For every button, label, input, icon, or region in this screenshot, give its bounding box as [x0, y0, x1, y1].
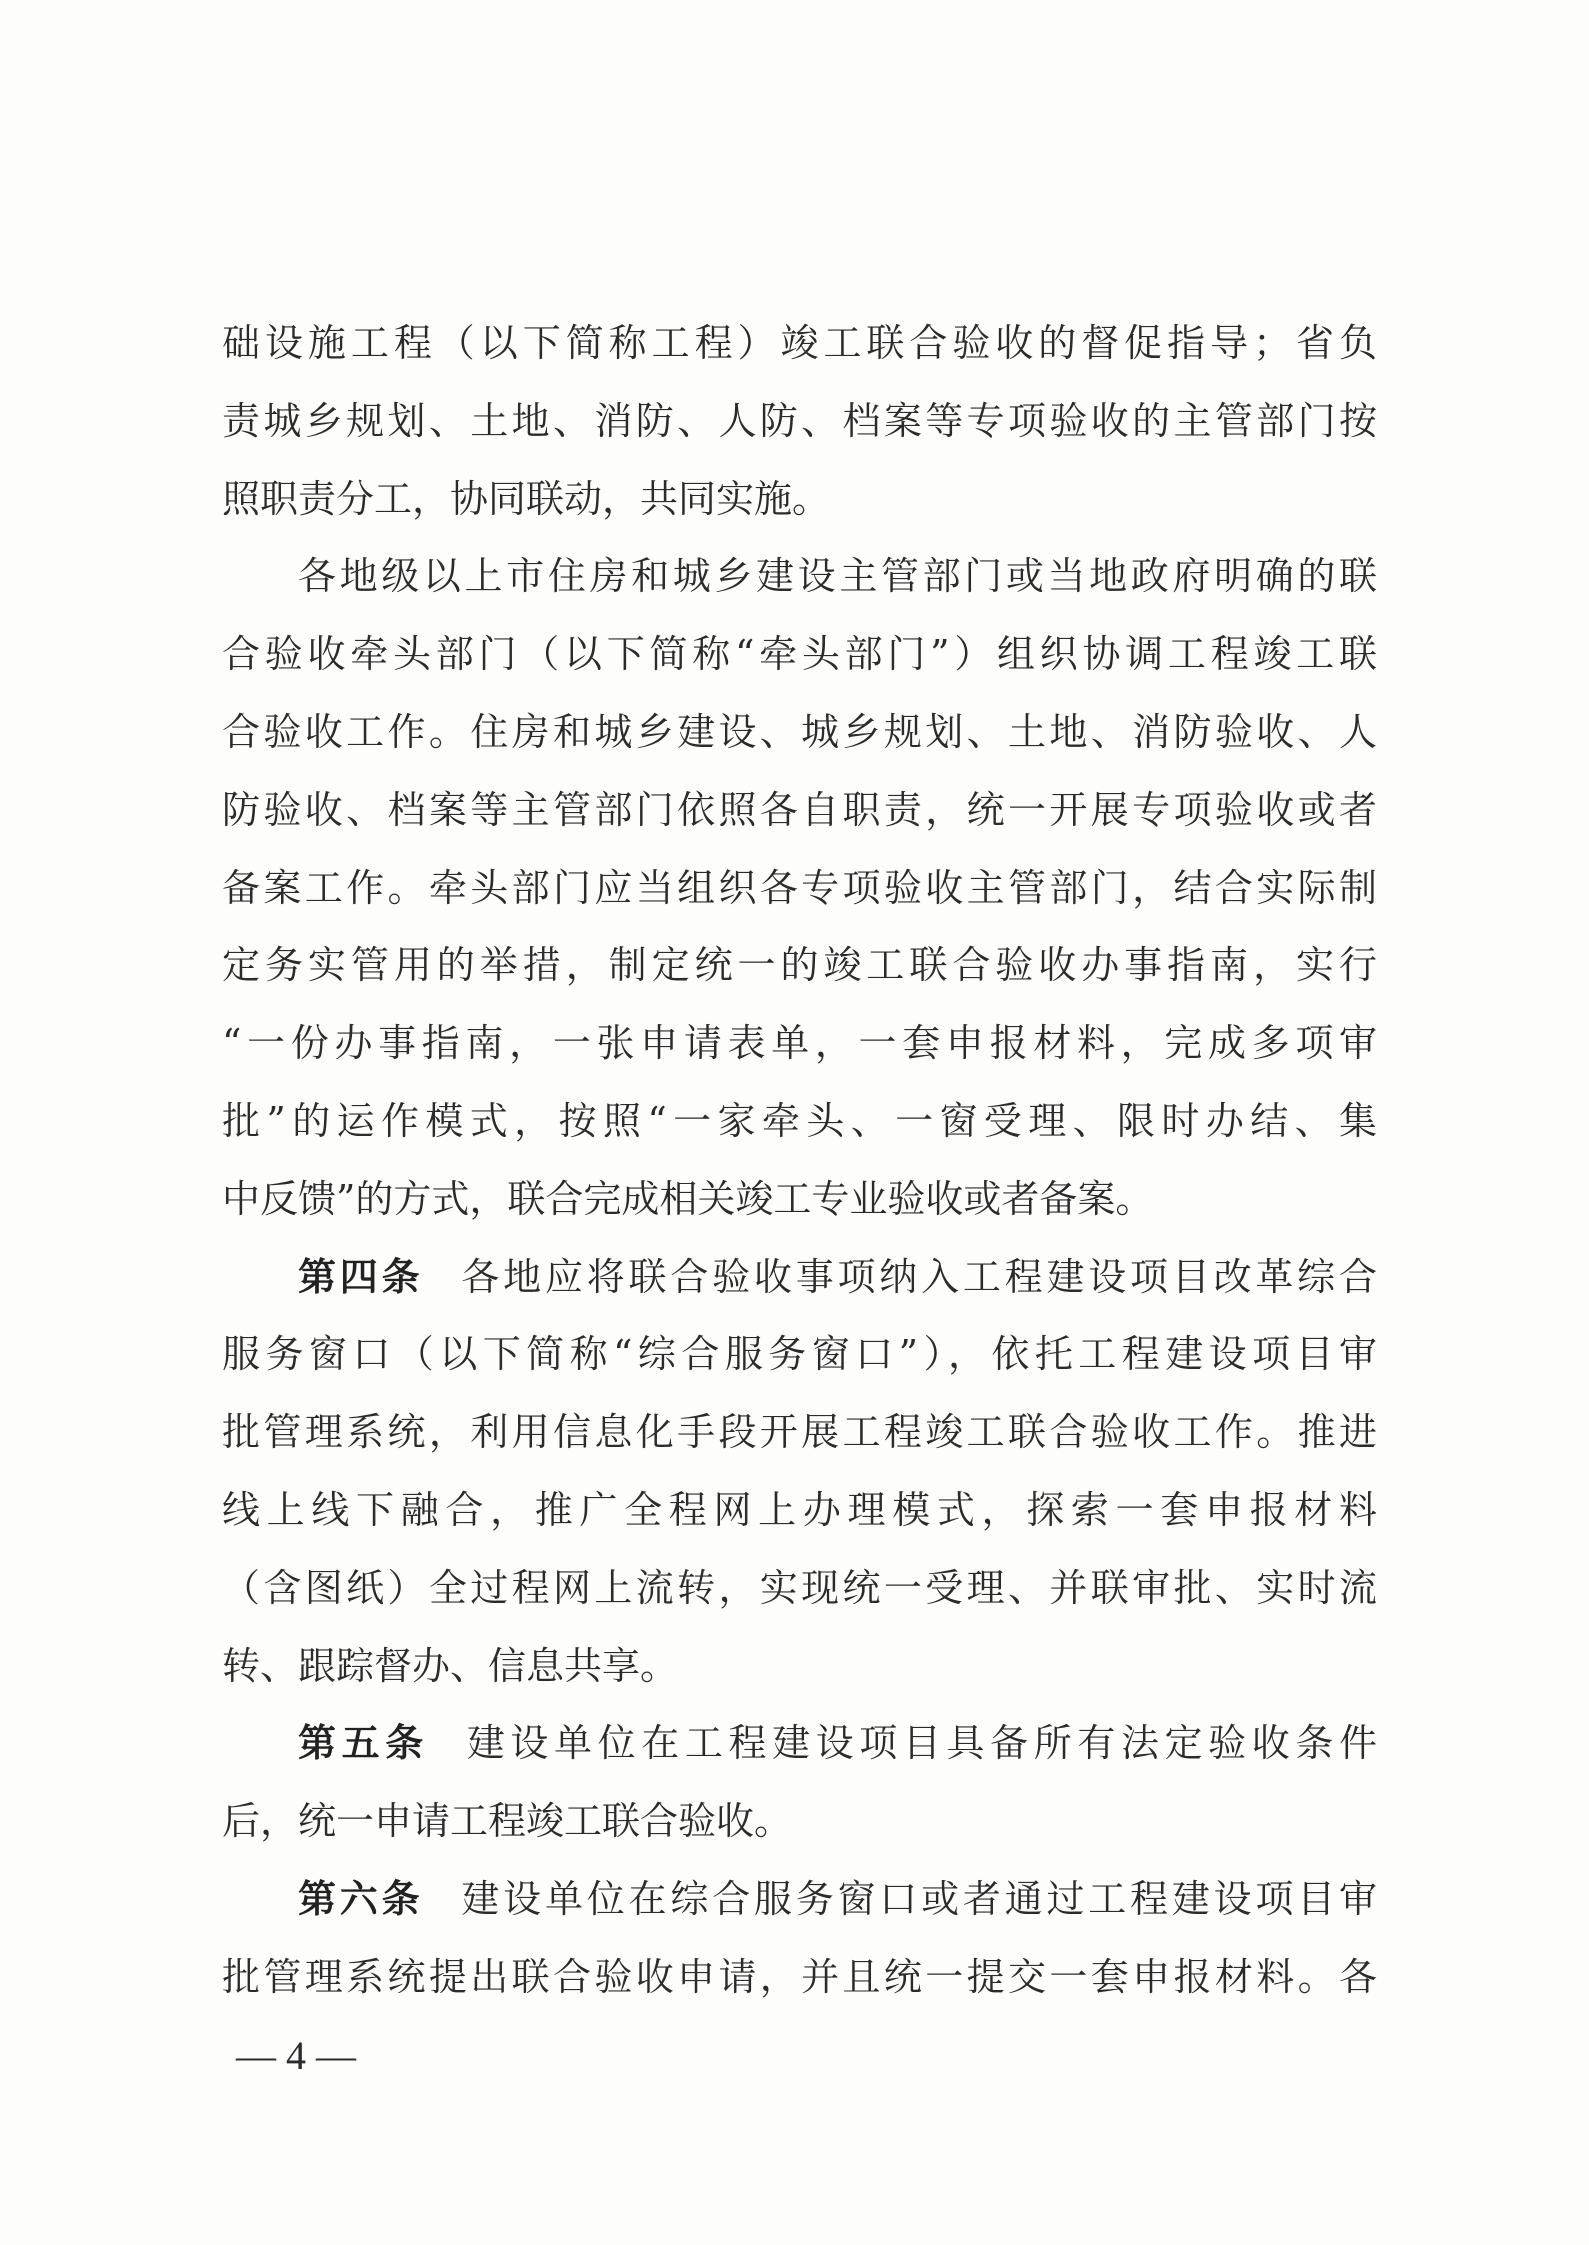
article-6-first-line — [222, 1861, 1377, 1939]
article-text: 各地应将联合验收事项纳入工程建设项目改革综合 — [461, 1254, 1377, 1299]
paragraph-line: 批管理系统，利用信息化手段开展工程竣工联合验收工作。推进 — [222, 1410, 1377, 1455]
page-number: — 4 — — [236, 2033, 356, 2078]
article-heading: 第五条 — [298, 1721, 429, 1766]
paragraph-line: 备案工作。牵头部门应当组织各专项验收主管部门，结合实际制 — [222, 865, 1377, 910]
document-body — [222, 305, 1377, 2017]
paragraph-line: 合验收工作。住房和城乡建设、城乡规划、土地、消防验收、人 — [222, 709, 1377, 754]
article-text: 建设单位在工程建设项目具备所有法定验收条件 — [466, 1721, 1377, 1766]
paragraph-line: 各地级以上市住房和城乡建设主管部门或当地政府明确的联 — [298, 554, 1377, 599]
paragraph-line: 中反馈”的方式，联合完成相关竣工专业验收或者备案。 — [222, 1176, 1154, 1221]
paragraph-line: 服务窗口（以下简称“综合服务窗口”），依托工程建设项目审 — [222, 1332, 1377, 1377]
paragraph-line: 定务实管用的举措，制定统一的竣工联合验收办事指南，实行 — [222, 943, 1377, 988]
paragraph-line: 批管理系统提出联合验收申请，并且统一提交一套申报材料。各 — [222, 1954, 1377, 1999]
paragraph-line: （含图纸）全过程网上流转，实现统一受理、并联审批、实时流 — [222, 1565, 1377, 1610]
article-4-first-line — [222, 1239, 1377, 1317]
paragraph-line: 转、跟踪督办、信息共享。 — [222, 1643, 679, 1688]
paragraph-line: “一份办事指南，一张申请表单，一套申报材料，完成多项审 — [222, 1021, 1377, 1066]
paragraph-line: 防验收、档案等主管部门依照各自职责，统一开展专项验收或者 — [222, 787, 1377, 832]
paragraph-line: 后，统一申请工程竣工联合验收。 — [222, 1799, 793, 1844]
paragraph-line: 批”的运作模式，按照“一家牵头、一窗受理、限时办结、集 — [222, 1098, 1377, 1143]
article-text: 建设单位在综合服务窗口或者通过工程建设项目审 — [461, 1876, 1377, 1921]
paragraph-line: 础设施工程（以下简称工程）竣工联合验收的督促指导；省负 — [222, 321, 1377, 365]
paragraph-line: 线上线下融合，推广全程网上办理模式，探索一套申报材料 — [222, 1487, 1377, 1532]
article-heading: 第六条 — [298, 1876, 424, 1921]
paragraph-line: 照职责分工，协同联动，共同实施。 — [222, 476, 831, 521]
article-heading: 第四条 — [298, 1254, 424, 1299]
paragraph-line: 责城乡规划、土地、消防、人防、档案等专项验收的主管部门按 — [222, 398, 1377, 443]
paragraph-line: 合验收牵头部门（以下简称“牵头部门”）组织协调工程竣工联 — [222, 632, 1377, 677]
article-5-first-line — [222, 1705, 1377, 1783]
